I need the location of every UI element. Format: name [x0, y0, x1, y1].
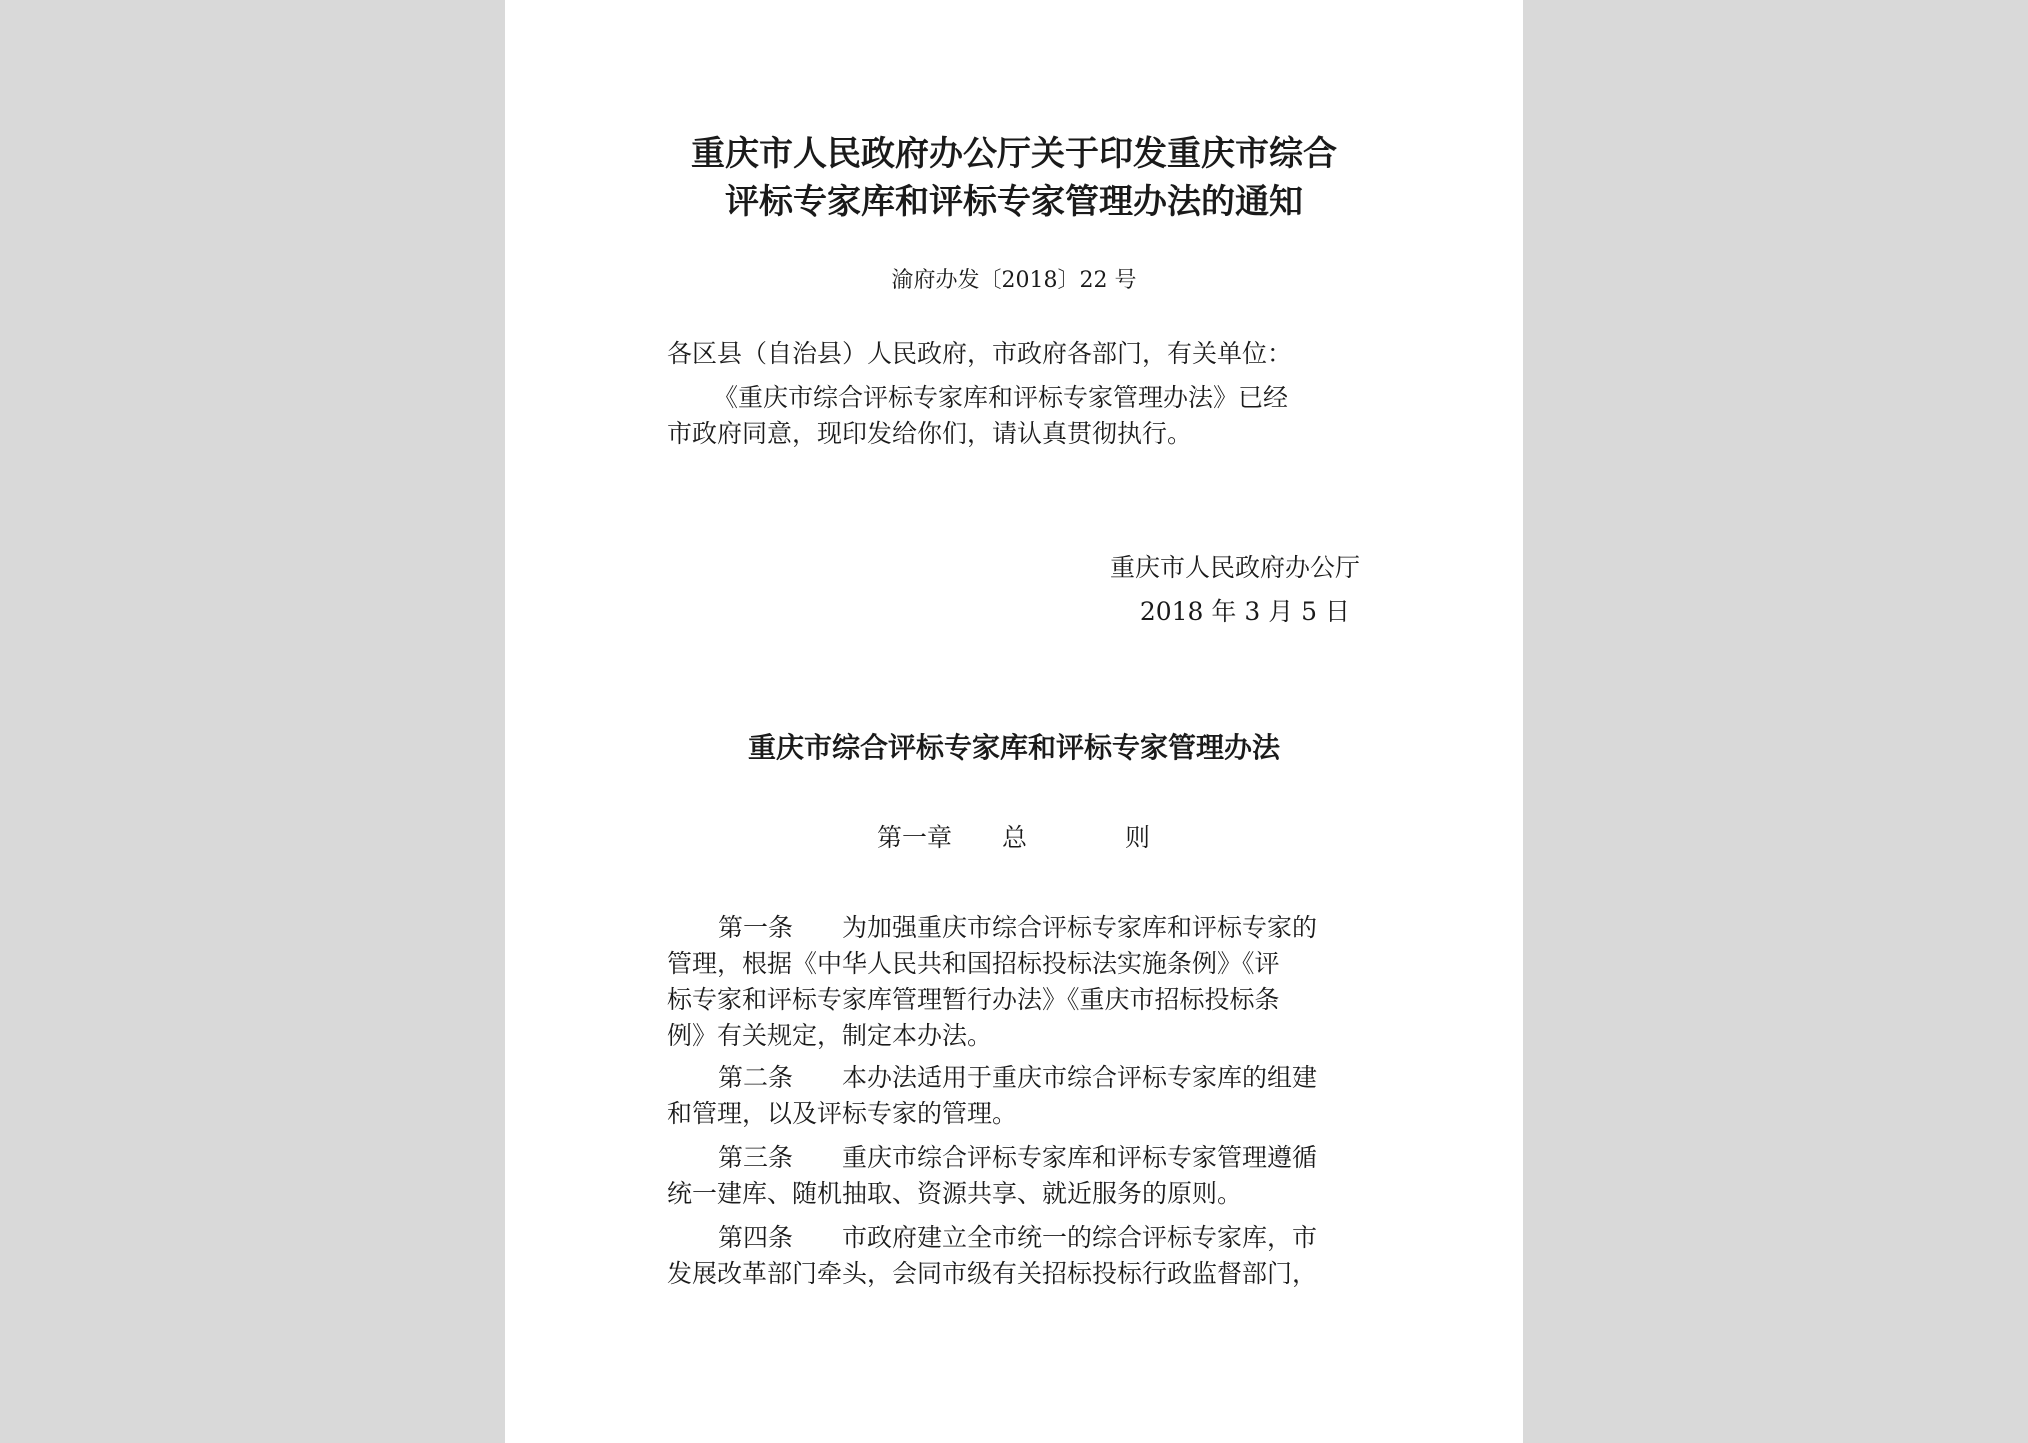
article-2-line-2: 和管理，以及评标专家的管理。: [667, 1099, 1018, 1128]
article-4-label: 第四条: [718, 1223, 794, 1252]
article-2-text: 本办法适用于重庆市综合评标专家库的组建: [842, 1063, 1318, 1092]
chapter-word-2: 则: [1125, 823, 1151, 852]
article-2-label: 第二条: [718, 1063, 794, 1092]
article-1-line-4: 例》有关规定，制定本办法。: [667, 1021, 993, 1050]
article-4-text: 市政府建立全市统一的综合评标专家库，市: [842, 1223, 1318, 1252]
article-3-line-2: 统一建库、随机抽取、资源共享、就近服务的原则。: [667, 1179, 1243, 1208]
chapter-label: 第一章: [877, 823, 953, 852]
article-2-first-line: [718, 1060, 1317, 1096]
document-title-line-1: 重庆市人民政府办公厅关于印发重庆市综合: [691, 134, 1337, 174]
notice-line-2: 市政府同意，现印发给你们，请认真贯彻执行。: [667, 419, 1193, 448]
addressee: 各区县（自治县）人民政府，市政府各部门，有关单位：: [667, 339, 1293, 368]
document-title-line-2: 评标专家库和评标专家管理办法的通知: [725, 182, 1303, 222]
article-1-line-3: 标专家和评标专家库管理暂行办法》《重庆市招标投标条: [667, 985, 1280, 1014]
chapter-word-1: 总: [1002, 823, 1028, 852]
article-4-line-2: 发展改革部门牵头，会同市级有关招标投标行政监督部门，: [667, 1259, 1318, 1288]
document-number: 渝府办发〔2018〕22 号: [891, 268, 1137, 293]
issuer: 重庆市人民政府办公厅: [1109, 553, 1360, 582]
article-1-label: 第一条: [718, 913, 794, 942]
article-1-line-2: 管理，根据《中华人民共和国招标投标法实施条例》《评: [667, 949, 1280, 978]
article-3-first-line: [718, 1140, 1317, 1176]
article-1-text: 为加强重庆市综合评标专家库和评标专家的: [842, 913, 1318, 942]
issue-date: 2018 年 3 月 5 日: [1139, 597, 1350, 626]
article-3-label: 第三条: [718, 1143, 794, 1172]
document-page: [505, 0, 1523, 1443]
article-1-first-line: [718, 910, 1317, 946]
article-3-text: 重庆市综合评标专家库和评标专家管理遵循: [842, 1143, 1318, 1172]
regulation-title: 重庆市综合评标专家库和评标专家管理办法: [747, 731, 1280, 764]
article-4-first-line: [718, 1220, 1317, 1256]
notice-line-1: 《重庆市综合评标专家库和评标专家管理办法》已经: [713, 383, 1289, 412]
